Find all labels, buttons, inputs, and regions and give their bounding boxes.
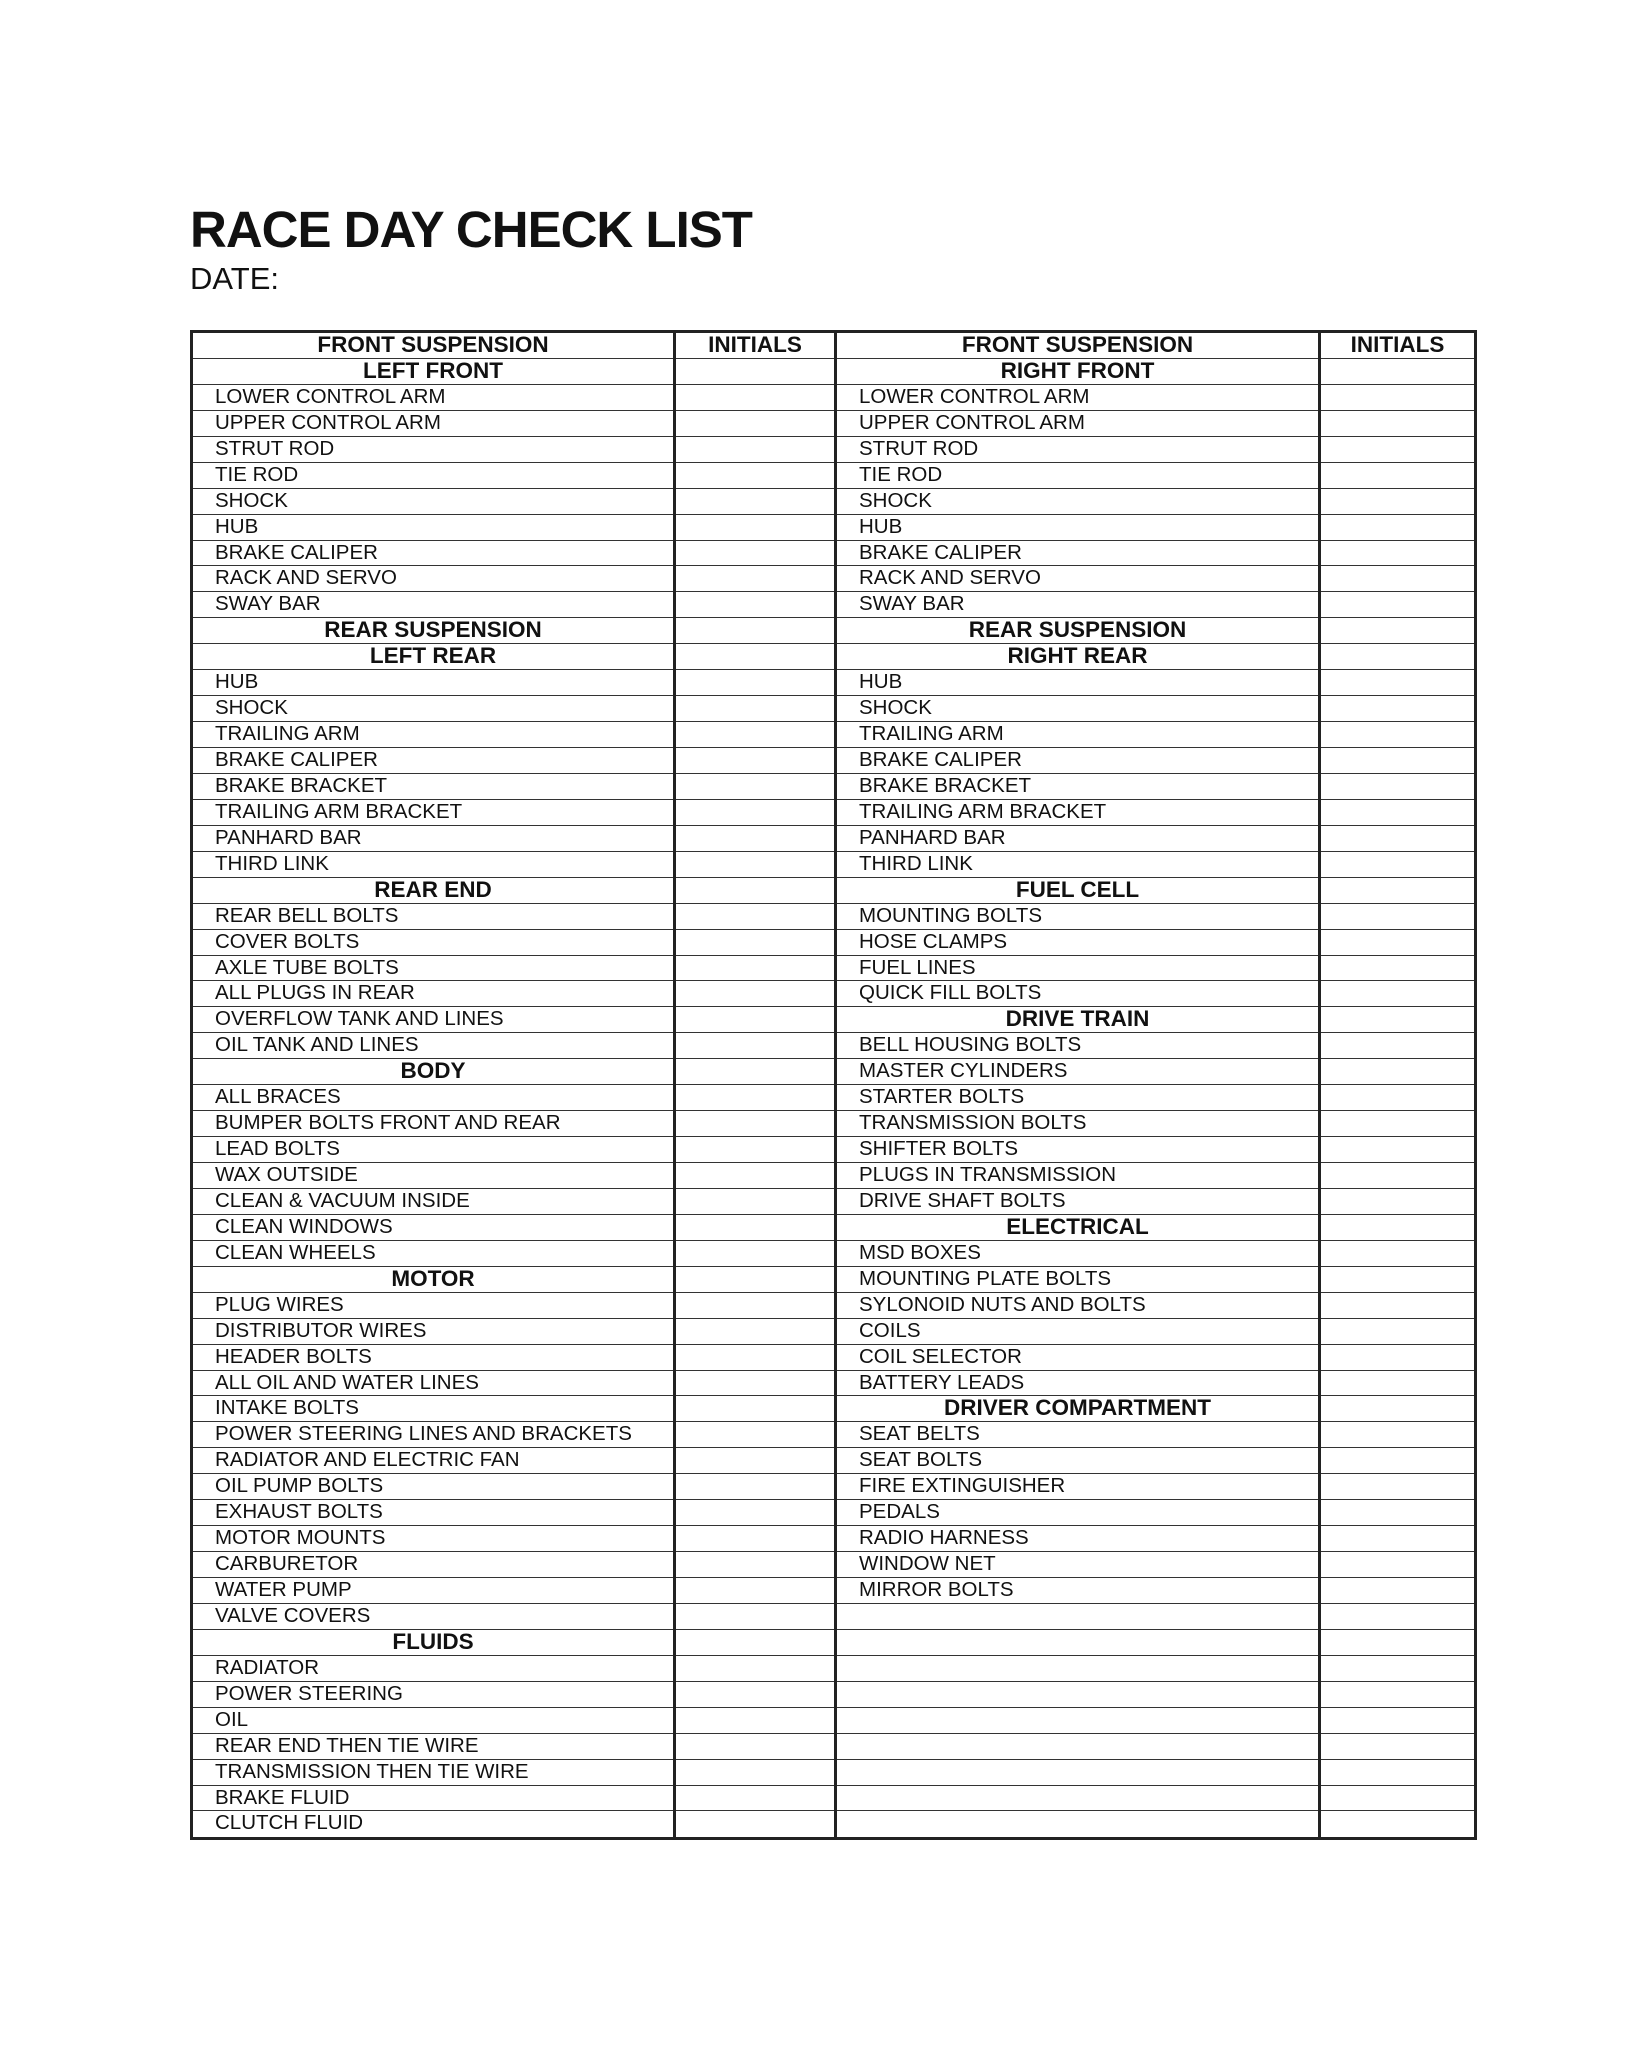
initials-cell[interactable] bbox=[1321, 1734, 1474, 1760]
left-half bbox=[193, 333, 837, 1837]
checklist-item: BUMPER BOLTS FRONT AND REAR bbox=[193, 1111, 673, 1137]
initials-cell[interactable] bbox=[676, 437, 834, 463]
initials-cell bbox=[676, 644, 834, 670]
initials-cell[interactable] bbox=[1321, 1422, 1474, 1448]
initials-cell[interactable] bbox=[1321, 1811, 1474, 1837]
initials-cell[interactable] bbox=[676, 1163, 834, 1189]
checklist-item: REAR BELL BOLTS bbox=[193, 904, 673, 930]
initials-cell[interactable] bbox=[1321, 748, 1474, 774]
initials-cell[interactable] bbox=[1321, 1656, 1474, 1682]
initials-cell bbox=[1321, 1215, 1474, 1241]
initials-cell[interactable] bbox=[1321, 826, 1474, 852]
checklist-item: ALL BRACES bbox=[193, 1085, 673, 1111]
initials-cell bbox=[676, 359, 834, 385]
initials-cell[interactable] bbox=[676, 1552, 834, 1578]
initials-cell bbox=[1321, 359, 1474, 385]
checklist-item: OIL PUMP BOLTS bbox=[193, 1474, 673, 1500]
initials-cell[interactable] bbox=[676, 1033, 834, 1059]
initials-cell bbox=[1321, 618, 1474, 644]
initials-cell[interactable] bbox=[676, 1189, 834, 1215]
initials-cell[interactable] bbox=[1321, 1474, 1474, 1500]
checklist-item: RADIATOR AND ELECTRIC FAN bbox=[193, 1448, 673, 1474]
initials-cell[interactable] bbox=[1321, 696, 1474, 722]
checklist-item: POWER STEERING bbox=[193, 1682, 673, 1708]
initials-cell[interactable] bbox=[676, 904, 834, 930]
initials-cell[interactable] bbox=[1321, 1708, 1474, 1734]
initials-cell[interactable] bbox=[676, 1007, 834, 1033]
initials-cell bbox=[676, 878, 834, 904]
initials-cell[interactable] bbox=[676, 1474, 834, 1500]
initials-cell[interactable] bbox=[676, 1811, 834, 1837]
checklist-item: MIRROR BOLTS bbox=[837, 1578, 1318, 1604]
checklist-item: OVERFLOW TANK AND LINES bbox=[193, 1007, 673, 1033]
checklist-item: RADIO HARNESS bbox=[837, 1526, 1318, 1552]
checklist-item: TRAILING ARM bbox=[193, 722, 673, 748]
initials-cell[interactable] bbox=[1321, 1578, 1474, 1604]
left-initials-cells bbox=[676, 359, 834, 1837]
checklist-item: BRAKE CALIPER bbox=[837, 748, 1318, 774]
right-initials-cells bbox=[1321, 359, 1474, 1837]
checklist-item: BRAKE CALIPER bbox=[837, 541, 1318, 567]
checklist-item bbox=[837, 1786, 1318, 1812]
checklist-item: BRAKE BRACKET bbox=[193, 774, 673, 800]
initials-cell[interactable] bbox=[1321, 1163, 1474, 1189]
initials-cell[interactable] bbox=[1321, 1345, 1474, 1371]
initials-cell bbox=[1321, 878, 1474, 904]
initials-cell[interactable] bbox=[676, 515, 834, 541]
checklist-item: COILS bbox=[837, 1319, 1318, 1345]
left-rows bbox=[193, 359, 673, 1837]
initials-cell[interactable] bbox=[1321, 852, 1474, 878]
checklist-item: SEAT BELTS bbox=[837, 1422, 1318, 1448]
checklist-item: BRAKE BRACKET bbox=[837, 774, 1318, 800]
checklist-item: PLUG WIRES bbox=[193, 1293, 673, 1319]
checklist-item: COVER BOLTS bbox=[193, 930, 673, 956]
initials-cell[interactable] bbox=[1321, 463, 1474, 489]
initials-cell[interactable] bbox=[1321, 1241, 1474, 1267]
checklist-item bbox=[837, 1760, 1318, 1786]
initials-cell[interactable] bbox=[1321, 1604, 1474, 1630]
checklist-item: LOWER CONTROL ARM bbox=[193, 385, 673, 411]
checklist-item: STRUT ROD bbox=[193, 437, 673, 463]
checklist-item: VALVE COVERS bbox=[193, 1604, 673, 1630]
checklist-item: RADIATOR bbox=[193, 1656, 673, 1682]
initials-cell[interactable] bbox=[676, 1604, 834, 1630]
initials-cell[interactable] bbox=[1321, 981, 1474, 1007]
initials-cell[interactable] bbox=[1321, 1293, 1474, 1319]
checklist-item: CLEAN & VACUUM INSIDE bbox=[193, 1189, 673, 1215]
initials-cell[interactable] bbox=[1321, 930, 1474, 956]
checklist-item: MSD BOXES bbox=[837, 1241, 1318, 1267]
section-heading: RIGHT FRONT bbox=[837, 359, 1318, 385]
checklist-item: UPPER CONTROL ARM bbox=[193, 411, 673, 437]
initials-cell[interactable] bbox=[676, 1708, 834, 1734]
page-title: RACE DAY CHECK LIST bbox=[190, 201, 752, 258]
checklist-item bbox=[837, 1708, 1318, 1734]
initials-cell[interactable] bbox=[676, 774, 834, 800]
checklist-item: THIRD LINK bbox=[837, 852, 1318, 878]
checklist-item: HEADER BOLTS bbox=[193, 1345, 673, 1371]
initials-cell[interactable] bbox=[1321, 437, 1474, 463]
checklist-item: TRANSMISSION BOLTS bbox=[837, 1111, 1318, 1137]
checklist-item: LEAD BOLTS bbox=[193, 1137, 673, 1163]
checklist-item: ALL OIL AND WATER LINES bbox=[193, 1371, 673, 1397]
section-heading: FUEL CELL bbox=[837, 878, 1318, 904]
checklist-item: SHOCK bbox=[193, 489, 673, 515]
initials-cell bbox=[676, 1267, 834, 1293]
checklist-item: MOTOR MOUNTS bbox=[193, 1526, 673, 1552]
initials-cell[interactable] bbox=[1321, 541, 1474, 567]
initials-cell[interactable] bbox=[676, 1085, 834, 1111]
checklist-item: CARBURETOR bbox=[193, 1552, 673, 1578]
initials-cell[interactable] bbox=[1321, 1682, 1474, 1708]
checklist-item: TRAILING ARM BRACKET bbox=[837, 800, 1318, 826]
initials-cell[interactable] bbox=[1321, 1760, 1474, 1786]
checklist-item: SEAT BOLTS bbox=[837, 1448, 1318, 1474]
initials-cell[interactable] bbox=[676, 1448, 834, 1474]
checklist-item: FIRE EXTINGUISHER bbox=[837, 1474, 1318, 1500]
section-heading: REAR END bbox=[193, 878, 673, 904]
checklist-item: SWAY BAR bbox=[837, 592, 1318, 618]
initials-cell[interactable] bbox=[676, 1241, 834, 1267]
initials-cell[interactable] bbox=[676, 1578, 834, 1604]
initials-cell bbox=[676, 618, 834, 644]
section-heading: REAR SUSPENSION bbox=[837, 618, 1318, 644]
checklist-item: ALL PLUGS IN REAR bbox=[193, 981, 673, 1007]
checklist-item: TIE ROD bbox=[193, 463, 673, 489]
checklist-item: SHOCK bbox=[837, 696, 1318, 722]
checklist-item: LOWER CONTROL ARM bbox=[837, 385, 1318, 411]
initials-cell bbox=[1321, 1396, 1474, 1422]
checklist-item bbox=[837, 1604, 1318, 1630]
initials-cell[interactable] bbox=[1321, 489, 1474, 515]
initials-cell[interactable] bbox=[676, 1734, 834, 1760]
checklist-item: BRAKE CALIPER bbox=[193, 541, 673, 567]
checklist-item bbox=[837, 1811, 1318, 1837]
initials-cell[interactable] bbox=[1321, 722, 1474, 748]
initials-cell[interactable] bbox=[1321, 1526, 1474, 1552]
section-heading: BODY bbox=[193, 1059, 673, 1085]
section-heading: MOTOR bbox=[193, 1267, 673, 1293]
checklist-item: STARTER BOLTS bbox=[837, 1085, 1318, 1111]
left-initials-column bbox=[676, 333, 834, 1837]
initials-cell[interactable] bbox=[676, 1371, 834, 1397]
initials-cell[interactable] bbox=[676, 1500, 834, 1526]
initials-cell[interactable] bbox=[676, 1786, 834, 1812]
initials-cell[interactable] bbox=[1321, 774, 1474, 800]
initials-cell[interactable] bbox=[1321, 1267, 1474, 1293]
section-heading: RIGHT REAR bbox=[837, 644, 1318, 670]
checklist-item: HUB bbox=[837, 515, 1318, 541]
initials-cell[interactable] bbox=[676, 826, 834, 852]
initials-cell[interactable] bbox=[1321, 515, 1474, 541]
initials-cell[interactable] bbox=[676, 981, 834, 1007]
checklist-item: BRAKE CALIPER bbox=[193, 748, 673, 774]
initials-cell[interactable] bbox=[1321, 1085, 1474, 1111]
checklist-item: SHOCK bbox=[837, 489, 1318, 515]
initials-cell bbox=[676, 1059, 834, 1085]
initials-cell[interactable] bbox=[676, 1422, 834, 1448]
initials-cell[interactable] bbox=[676, 1656, 834, 1682]
section-heading: DRIVER COMPARTMENT bbox=[837, 1396, 1318, 1422]
initials-cell[interactable] bbox=[1321, 670, 1474, 696]
initials-cell[interactable] bbox=[676, 930, 834, 956]
initials-cell[interactable] bbox=[676, 1137, 834, 1163]
checklist-item: HOSE CLAMPS bbox=[837, 930, 1318, 956]
initials-cell[interactable] bbox=[676, 800, 834, 826]
section-heading: ELECTRICAL bbox=[837, 1215, 1318, 1241]
initials-cell[interactable] bbox=[676, 1682, 834, 1708]
initials-cell bbox=[676, 1630, 834, 1656]
initials-cell[interactable] bbox=[1321, 904, 1474, 930]
checklist-item: TRAILING ARM BRACKET bbox=[193, 800, 673, 826]
initials-cell[interactable] bbox=[1321, 1371, 1474, 1397]
initials-cell[interactable] bbox=[1321, 1786, 1474, 1812]
checklist-item: AXLE TUBE BOLTS bbox=[193, 956, 673, 982]
checklist-item: DISTRIBUTOR WIRES bbox=[193, 1319, 673, 1345]
section-heading: DRIVE TRAIN bbox=[837, 1007, 1318, 1033]
initials-cell[interactable] bbox=[1321, 1500, 1474, 1526]
initials-cell[interactable] bbox=[676, 1293, 834, 1319]
initials-cell[interactable] bbox=[676, 956, 834, 982]
initials-cell[interactable] bbox=[676, 670, 834, 696]
initials-cell[interactable] bbox=[1321, 1137, 1474, 1163]
checklist-item: UPPER CONTROL ARM bbox=[837, 411, 1318, 437]
initials-cell[interactable] bbox=[676, 722, 834, 748]
initials-cell[interactable] bbox=[676, 411, 834, 437]
checklist-table bbox=[190, 330, 1477, 1840]
checklist-item: SHOCK bbox=[193, 696, 673, 722]
checklist-item bbox=[837, 1734, 1318, 1760]
checklist-item: PANHARD BAR bbox=[193, 826, 673, 852]
initials-cell[interactable] bbox=[676, 1215, 834, 1241]
checklist-item: HUB bbox=[193, 670, 673, 696]
checklist-item: CLEAN WHEELS bbox=[193, 1241, 673, 1267]
section-heading: LEFT REAR bbox=[193, 644, 673, 670]
checklist-item: PEDALS bbox=[837, 1500, 1318, 1526]
right-items-column bbox=[837, 333, 1321, 1837]
checklist-item: REAR END THEN TIE WIRE bbox=[193, 1734, 673, 1760]
initials-cell[interactable] bbox=[676, 463, 834, 489]
checklist-item: CLEAN WINDOWS bbox=[193, 1215, 673, 1241]
initials-cell[interactable] bbox=[676, 1319, 834, 1345]
right-half bbox=[837, 333, 1474, 1837]
checklist-item bbox=[837, 1630, 1318, 1656]
checklist-item: EXHAUST BOLTS bbox=[193, 1500, 673, 1526]
checklist-item: WINDOW NET bbox=[837, 1552, 1318, 1578]
checklist-item: BRAKE FLUID bbox=[193, 1786, 673, 1812]
checklist-item: OIL TANK AND LINES bbox=[193, 1033, 673, 1059]
checklist-item: SYLONOID NUTS AND BOLTS bbox=[837, 1293, 1318, 1319]
initials-cell[interactable] bbox=[676, 566, 834, 592]
initials-cell[interactable] bbox=[1321, 800, 1474, 826]
section-heading: LEFT FRONT bbox=[193, 359, 673, 385]
checklist-item: MOUNTING PLATE BOLTS bbox=[837, 1267, 1318, 1293]
initials-cell[interactable] bbox=[676, 1760, 834, 1786]
initials-cell[interactable] bbox=[1321, 1111, 1474, 1137]
initials-cell[interactable] bbox=[676, 696, 834, 722]
left-initials-header: INITIALS bbox=[676, 333, 834, 359]
section-heading: FLUIDS bbox=[193, 1630, 673, 1656]
checklist-item: DRIVE SHAFT BOLTS bbox=[837, 1189, 1318, 1215]
initials-cell[interactable] bbox=[676, 1345, 834, 1371]
checklist-item: BATTERY LEADS bbox=[837, 1371, 1318, 1397]
checklist-item: THIRD LINK bbox=[193, 852, 673, 878]
checklist-item: HUB bbox=[837, 670, 1318, 696]
checklist-item: SWAY BAR bbox=[193, 592, 673, 618]
checklist-item: WAX OUTSIDE bbox=[193, 1163, 673, 1189]
initials-cell[interactable] bbox=[676, 541, 834, 567]
initials-cell[interactable] bbox=[1321, 1319, 1474, 1345]
right-initials-column bbox=[1321, 333, 1474, 1837]
checklist-item: QUICK FILL BOLTS bbox=[837, 981, 1318, 1007]
initials-cell bbox=[1321, 1007, 1474, 1033]
checklist-item: MOUNTING BOLTS bbox=[837, 904, 1318, 930]
checklist-item: TRANSMISSION THEN TIE WIRE bbox=[193, 1760, 673, 1786]
checklist-item: WATER PUMP bbox=[193, 1578, 673, 1604]
initials-cell[interactable] bbox=[1321, 1059, 1474, 1085]
right-initials-header: INITIALS bbox=[1321, 333, 1474, 359]
initials-cell bbox=[1321, 644, 1474, 670]
date-label: DATE: bbox=[190, 261, 279, 296]
checklist-item: POWER STEERING LINES AND BRACKETS bbox=[193, 1422, 673, 1448]
initials-cell[interactable] bbox=[1321, 1630, 1474, 1656]
checklist-item: PLUGS IN TRANSMISSION bbox=[837, 1163, 1318, 1189]
checklist-item bbox=[837, 1656, 1318, 1682]
left-items-column bbox=[193, 333, 676, 1837]
checklist-item: STRUT ROD bbox=[837, 437, 1318, 463]
checklist-item: RACK AND SERVO bbox=[193, 566, 673, 592]
checklist-item bbox=[837, 1682, 1318, 1708]
checklist-item: TIE ROD bbox=[837, 463, 1318, 489]
initials-cell[interactable] bbox=[1321, 566, 1474, 592]
initials-cell[interactable] bbox=[676, 1111, 834, 1137]
initials-cell[interactable] bbox=[676, 489, 834, 515]
checklist-item: BELL HOUSING BOLTS bbox=[837, 1033, 1318, 1059]
initials-cell[interactable] bbox=[1321, 1189, 1474, 1215]
right-rows bbox=[837, 359, 1318, 1837]
checklist-item: HUB bbox=[193, 515, 673, 541]
checklist-item: INTAKE BOLTS bbox=[193, 1396, 673, 1422]
initials-cell[interactable] bbox=[676, 592, 834, 618]
checklist-item: MASTER CYLINDERS bbox=[837, 1059, 1318, 1085]
initials-cell[interactable] bbox=[676, 852, 834, 878]
checklist-item: TRAILING ARM bbox=[837, 722, 1318, 748]
checklist-item: RACK AND SERVO bbox=[837, 566, 1318, 592]
checklist-item: FUEL LINES bbox=[837, 956, 1318, 982]
initials-cell[interactable] bbox=[1321, 956, 1474, 982]
initials-cell[interactable] bbox=[1321, 385, 1474, 411]
initials-cell[interactable] bbox=[676, 385, 834, 411]
initials-cell[interactable] bbox=[676, 1526, 834, 1552]
initials-cell[interactable] bbox=[1321, 1552, 1474, 1578]
initials-cell[interactable] bbox=[676, 1396, 834, 1422]
initials-cell[interactable] bbox=[1321, 592, 1474, 618]
checklist-item: COIL SELECTOR bbox=[837, 1345, 1318, 1371]
initials-cell[interactable] bbox=[676, 748, 834, 774]
checklist-item: OIL bbox=[193, 1708, 673, 1734]
checklist-item: PANHARD BAR bbox=[837, 826, 1318, 852]
section-heading: REAR SUSPENSION bbox=[193, 618, 673, 644]
left-column-header: FRONT SUSPENSION bbox=[193, 333, 673, 359]
initials-cell[interactable] bbox=[1321, 1448, 1474, 1474]
checklist-item: CLUTCH FLUID bbox=[215, 1811, 364, 1835]
right-column-header: FRONT SUSPENSION bbox=[837, 333, 1318, 359]
checklist-item: SHIFTER BOLTS bbox=[837, 1137, 1318, 1163]
initials-cell[interactable] bbox=[1321, 1033, 1474, 1059]
initials-cell[interactable] bbox=[1321, 411, 1474, 437]
